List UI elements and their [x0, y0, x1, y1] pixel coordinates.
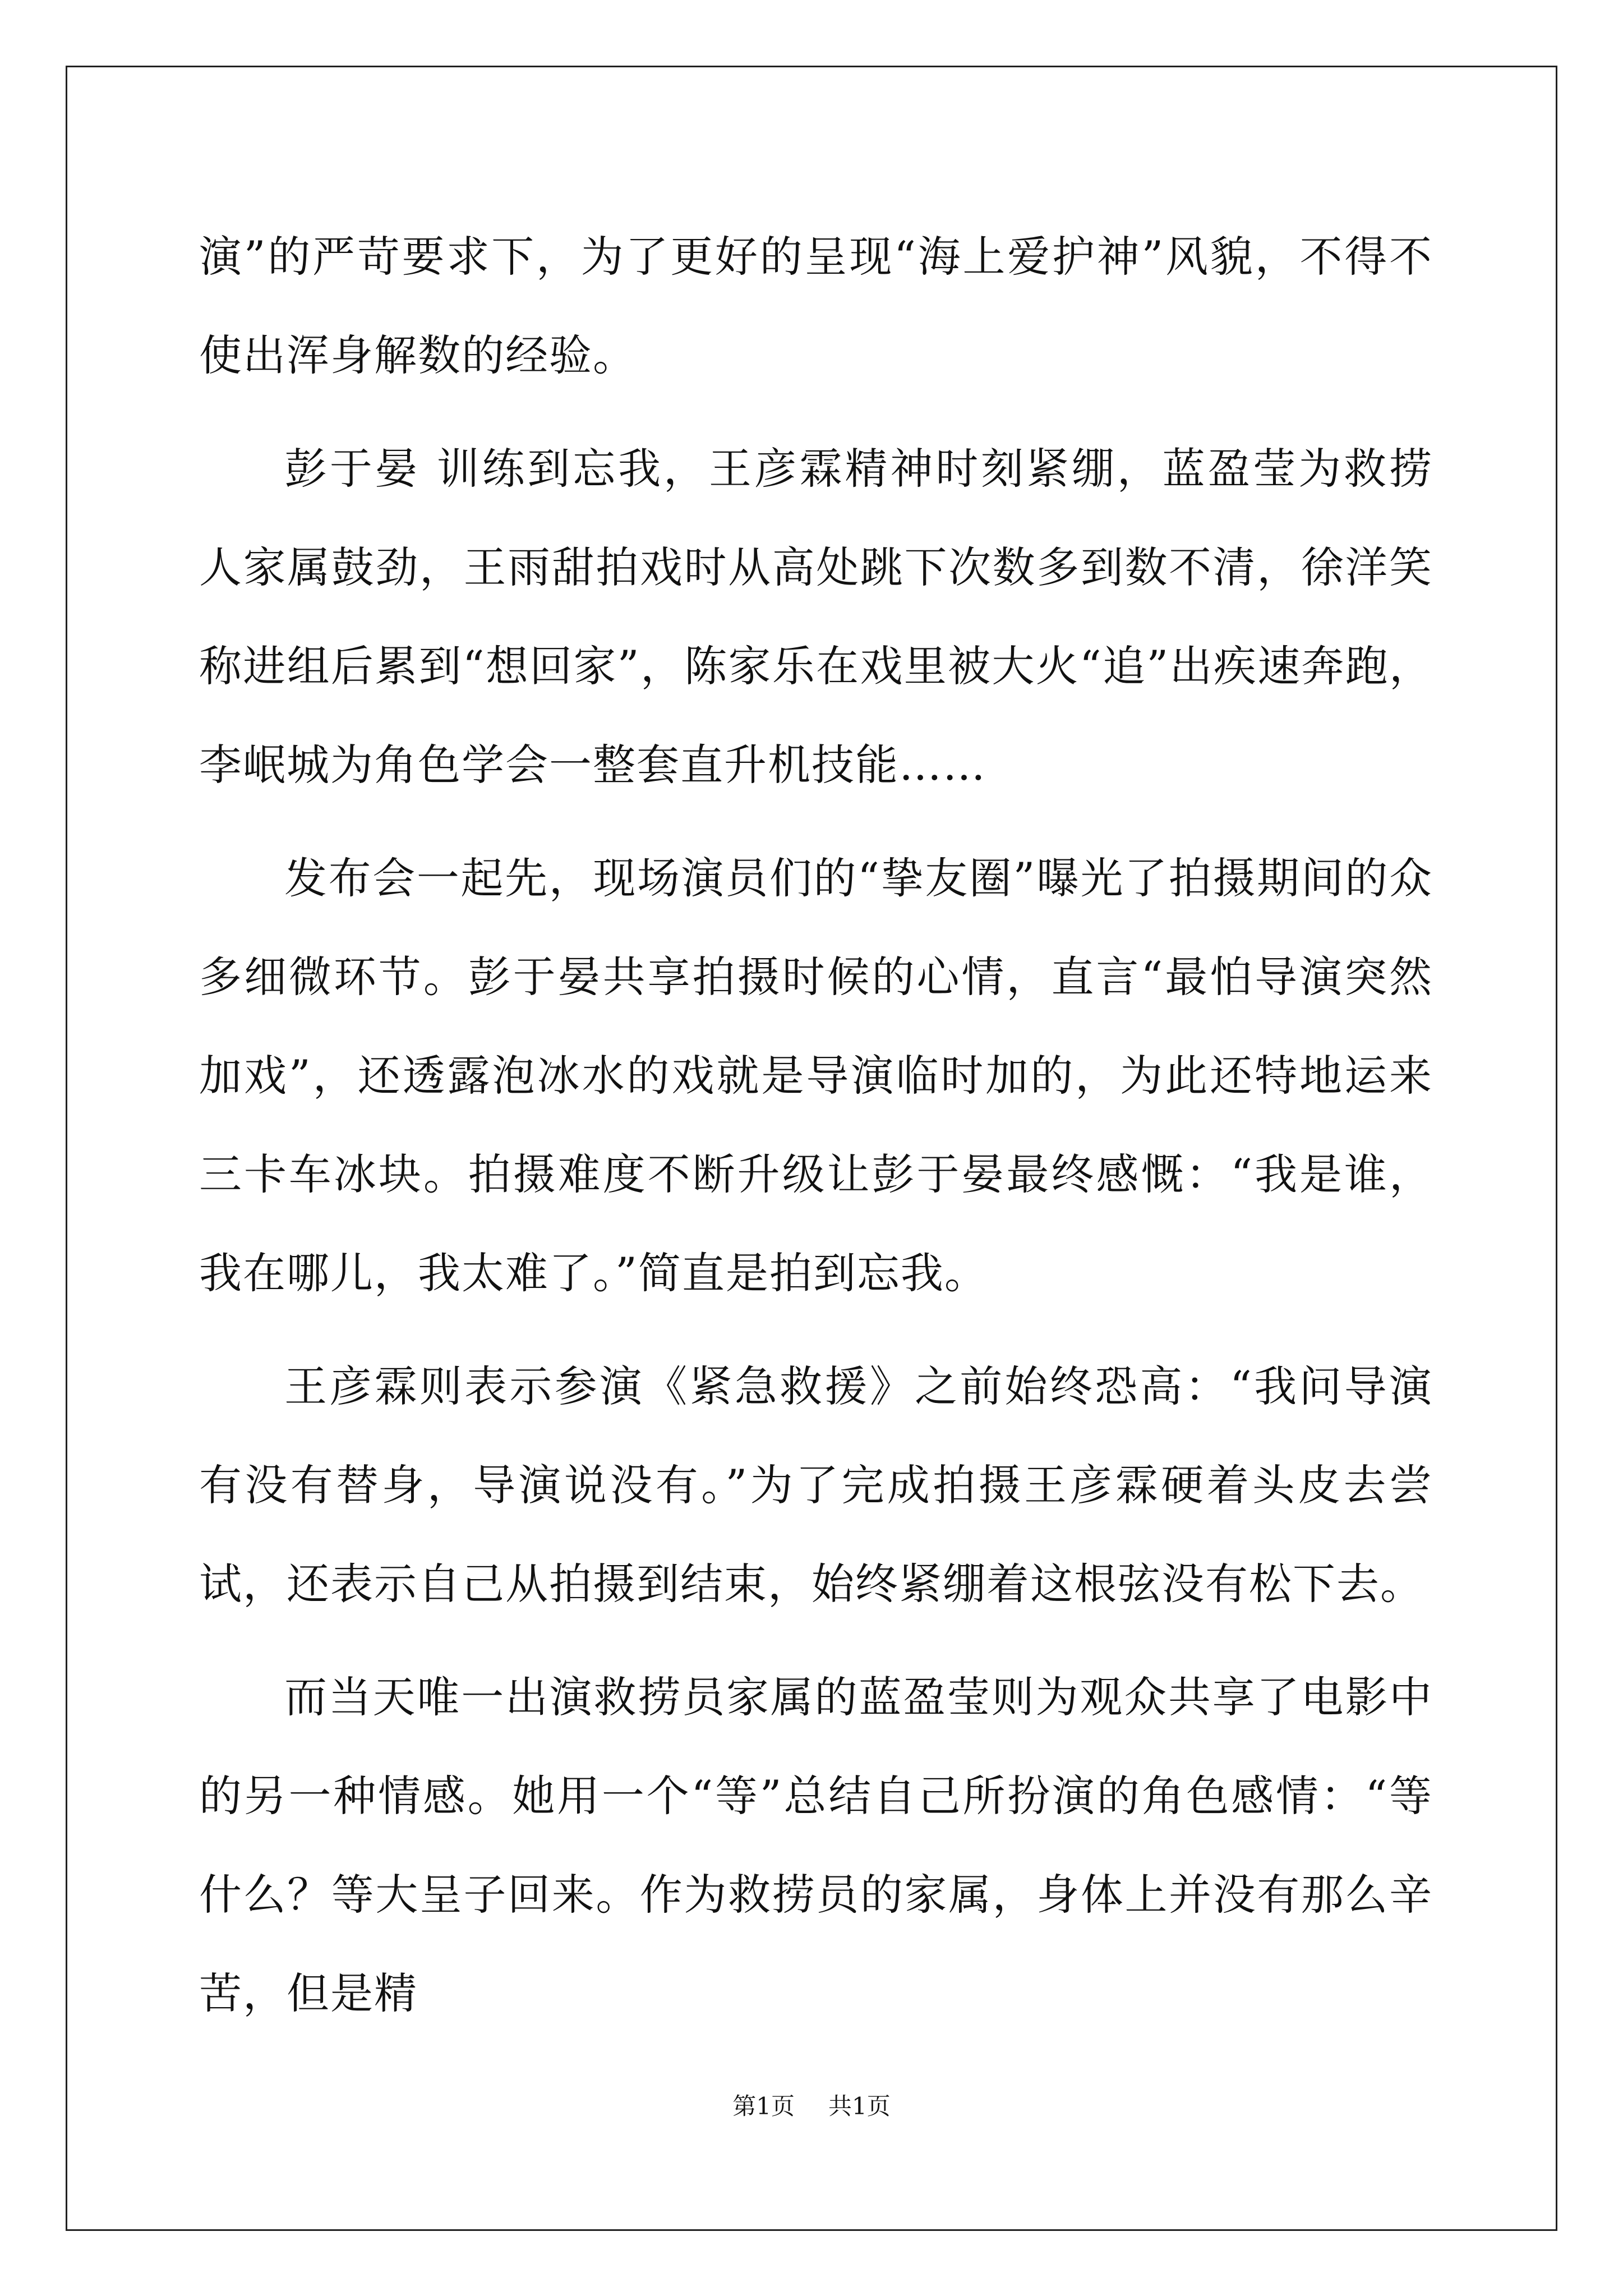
page-footer: [0, 2090, 1623, 2123]
document-body: [199, 208, 1433, 2043]
page-total: 共1页: [828, 2092, 891, 2120]
paragraph-5: 而当天唯一出演救捞员家属的蓝盈莹则为观众共享了电影中的另一种情感。她用一个“等”总结自己所扮演的角色感情：“等什么？等大呈子回来。作为救捞员的家属，身体上并没有那么辛苦，但是精: [199, 1672, 1433, 2018]
paragraph-3: 发布会一起先，现场演员们的“挚友圈”曝光了拍摄期间的众多细微环节。彭于晏共享拍摄时候的心情，直言“最怕导演突然加戏”，还透露泡冰水的戏就是导演临时加的，为此还特地运来三卡车冰块。拍摄难度不断升级让彭于晏最终感慨：“我是谁，我在哪儿，我太难了。”简直是拍到忘我。: [199, 853, 1433, 1298]
paragraph-4: 王彦霖则表示参演《紧急救援》之前始终恐高：“我问导演有没有替身，导演说没有。”为了完成拍摄王彦霖硬着头皮去尝试，还表示自己从拍摄到结束，始终紧绷着这根弦没有松下去。: [199, 1361, 1433, 1609]
paragraph-2: 彭于晏 训练到忘我，王彦霖精神时刻紧绷，蓝盈莹为救捞人家属鼓劲，王雨甜拍戏时从高处跳下次数多到数不清，徐洋笑称进组后累到“想回家”，陈家乐在戏里被大火“追”出疾速奔跑，李岷城为角色学会一整套直升机技能……: [199, 444, 1433, 790]
paragraph-1: 演”的严苛要求下，为了更好的呈现“海上爱护神”风貌，不得不使出浑身解数的经验。: [199, 232, 1433, 380]
page-number: 第1页: [732, 2092, 795, 2120]
